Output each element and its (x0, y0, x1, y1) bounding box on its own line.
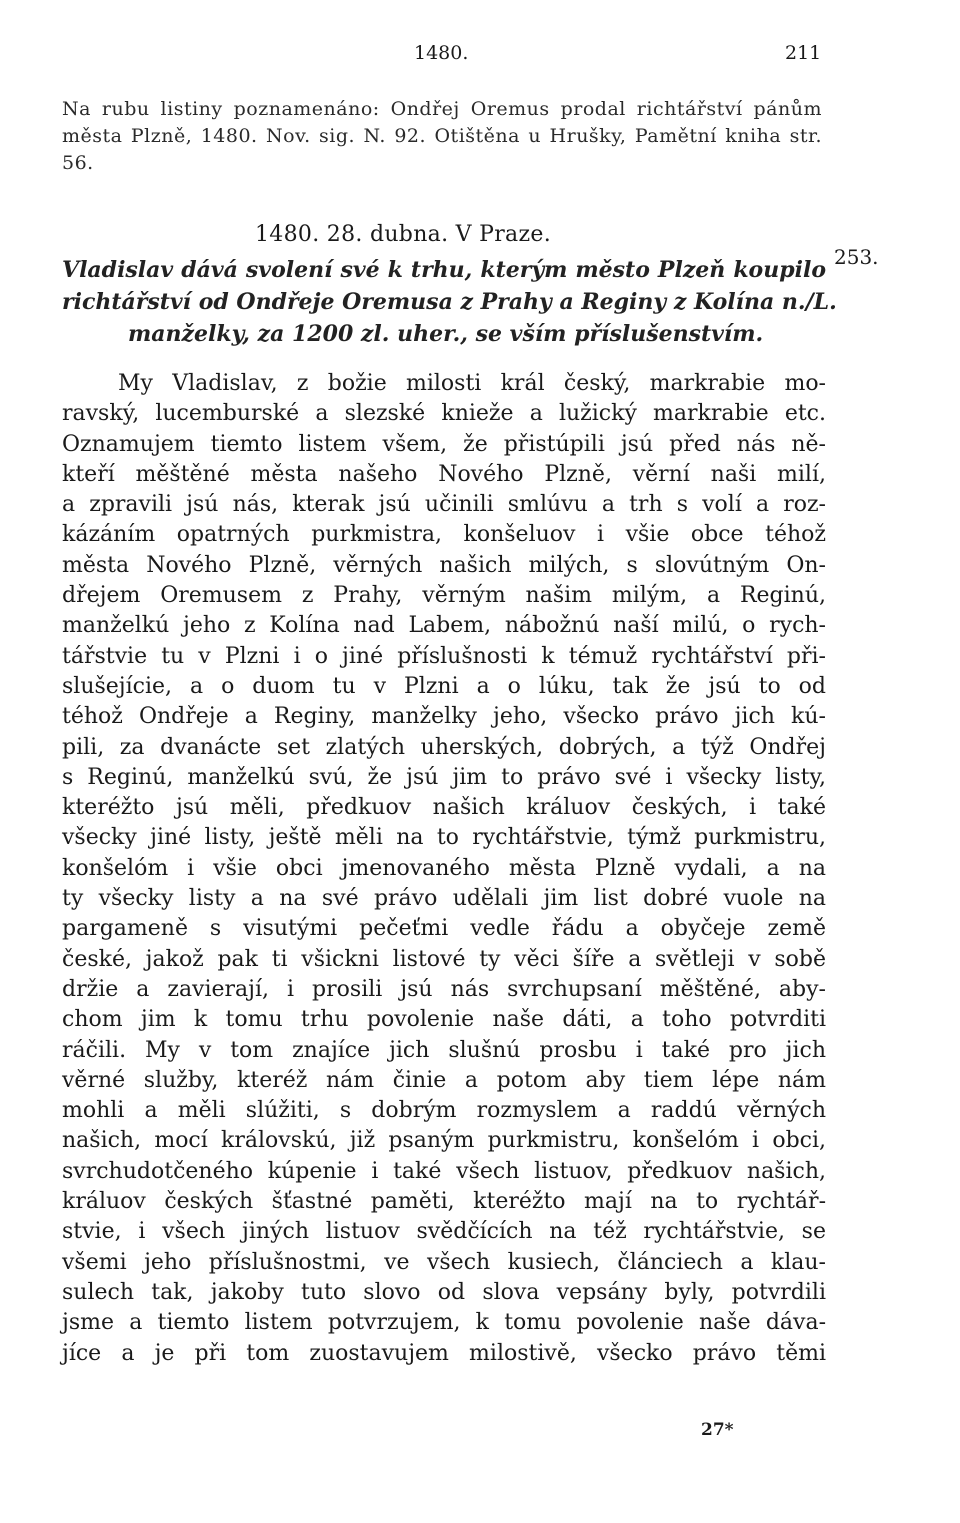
text-line: pargameně s visutými pečeťmi vedle řádu a obyčeje země (62, 916, 826, 942)
text-line: našich, mocí královskú, již psaným purkmistru, konšelóm i obci, (62, 1128, 826, 1154)
text-line: tářstvie tu v Plzni i o jiné příslušnosti k témuž rychtářství při- (62, 643, 826, 669)
text-line: ráčili. My v tom znajíce jich slušnú prosbu i také pro jich (62, 1037, 826, 1063)
text-line: české, jakož pak ti všickni listové ty věci šíře a světleji v sobě (62, 946, 826, 972)
text-line: ty všecky listy a na své právo udělali jim list dobré vuole na (62, 886, 826, 912)
regest-line: Vladislav dává svolení své k trhu, kterým město Plzeň koupilo (62, 257, 826, 283)
text-line: kázáním opatrných purkmistra, konšeluov i všie obce téhož (62, 522, 826, 548)
text-line: My Vladislav, z božie milosti král český, markrabie mo- (118, 371, 826, 396)
signature-mark: 27* (701, 1420, 734, 1440)
document-regest (62, 254, 837, 350)
running-header-year: 1480. (414, 42, 469, 64)
text-line: Oznamujem tiemto listem všem, že přistúpili jsú před nás ně- (62, 431, 826, 457)
text-line: téhož Ondřeje a Reginy, manželky jeho, všecko právo jich kú- (62, 704, 826, 730)
archival-note: Na rubu listiny poznamenáno: Ondřej Oremus prodal richtářství pánům města Plzně, 1480. Nov. sig. N. 92. Otištěna u Hrušky, Pamětní kniha str. 56. (62, 98, 822, 174)
text-line: kteréžto jsú měli, předkuov našich králuov českých, i také (62, 795, 826, 821)
document-date: 1480. 28. dubna. V Praze. (255, 222, 551, 247)
text-line: manželkú jeho z Kolína nad Labem, nábožnú naší milú, o rych- (62, 613, 826, 639)
text-line: všecky jiné listy, ještě měli na to rychtářstvie, týmž purkmistru, (62, 825, 826, 851)
text-line: stvie, i všech jiných listuov svědčících na též rychtářstvie, se (62, 1219, 826, 1245)
text-line: jsme a tiemto listem potvrzujem, k tomu povolenie naše dáva- (62, 1310, 826, 1336)
charter-text (62, 369, 826, 1369)
text-line: mohli a měli slúžiti, s dobrým rozmyslem a raddú věrných (62, 1098, 826, 1124)
text-line: kteří měštěné města našeho Nového Plzně, věrní naši milí, (62, 461, 826, 487)
text-line: konšelóm i všie obci jmenovaného města Plzně vydali, a na (62, 855, 826, 881)
text-line: svrchudotčeného kúpenie i také všech listuov, předkuov našich, (62, 1158, 826, 1184)
regest-line: manželky, za 1200 zl. uher., se vším příslušenstvím. (128, 321, 764, 347)
text-line: sulech tak, jakoby tuto slovo od slova vepsány byly, potvrdili (62, 1279, 826, 1305)
document-number: 253. (834, 245, 879, 269)
text-line: všemi jeho příslušnostmi, ve všech kusiech, článciech a klau- (62, 1249, 826, 1275)
text-line: chom jim k tomu trhu povolenie naše dáti, a toho potvrditi (62, 1007, 826, 1033)
text-line: města Nového Plzně, věrných našich milých, s slovútným On- (62, 552, 826, 578)
text-line: dřejem Oremusem z Prahy, věrným našim milým, a Reginú, (62, 583, 826, 609)
text-line: věrné služby, kteréž nám činie a potom aby tiem lépe nám (62, 1067, 826, 1093)
text-line: s Reginú, manželkú svú, že jsú jim to právo své i všecky listy, (62, 764, 826, 790)
text-line: ravský, lucemburské a slezské knieže a lužický markrabie etc. (62, 401, 826, 427)
page-number: 211 (785, 42, 822, 64)
text-line: držie a zavierají, i prosili jsú nás svrchupsaní měštěné, aby- (62, 976, 826, 1002)
text-line: slušejície, a o duom tu v Plzni a o lúku, tak že jsú to od (62, 673, 826, 699)
text-line: jíce a je při tom zuostavujem milostivě, všecko právo těmi (62, 1340, 826, 1366)
regest-line: richtářství od Ondřeje Oremusa z Prahy a Reginy z Kolína n./L. (62, 289, 837, 315)
text-line: pili, za dvanácte set zlatých uherských, dobrých, a týž Ondřej (62, 734, 826, 760)
text-line: králuov českých šťastné paměti, kteréžto mají na to rychtář- (62, 1189, 826, 1215)
text-line: a zpravili jsú nás, kterak jsú učinili smlúvu a trh s volí a roz- (62, 492, 826, 518)
